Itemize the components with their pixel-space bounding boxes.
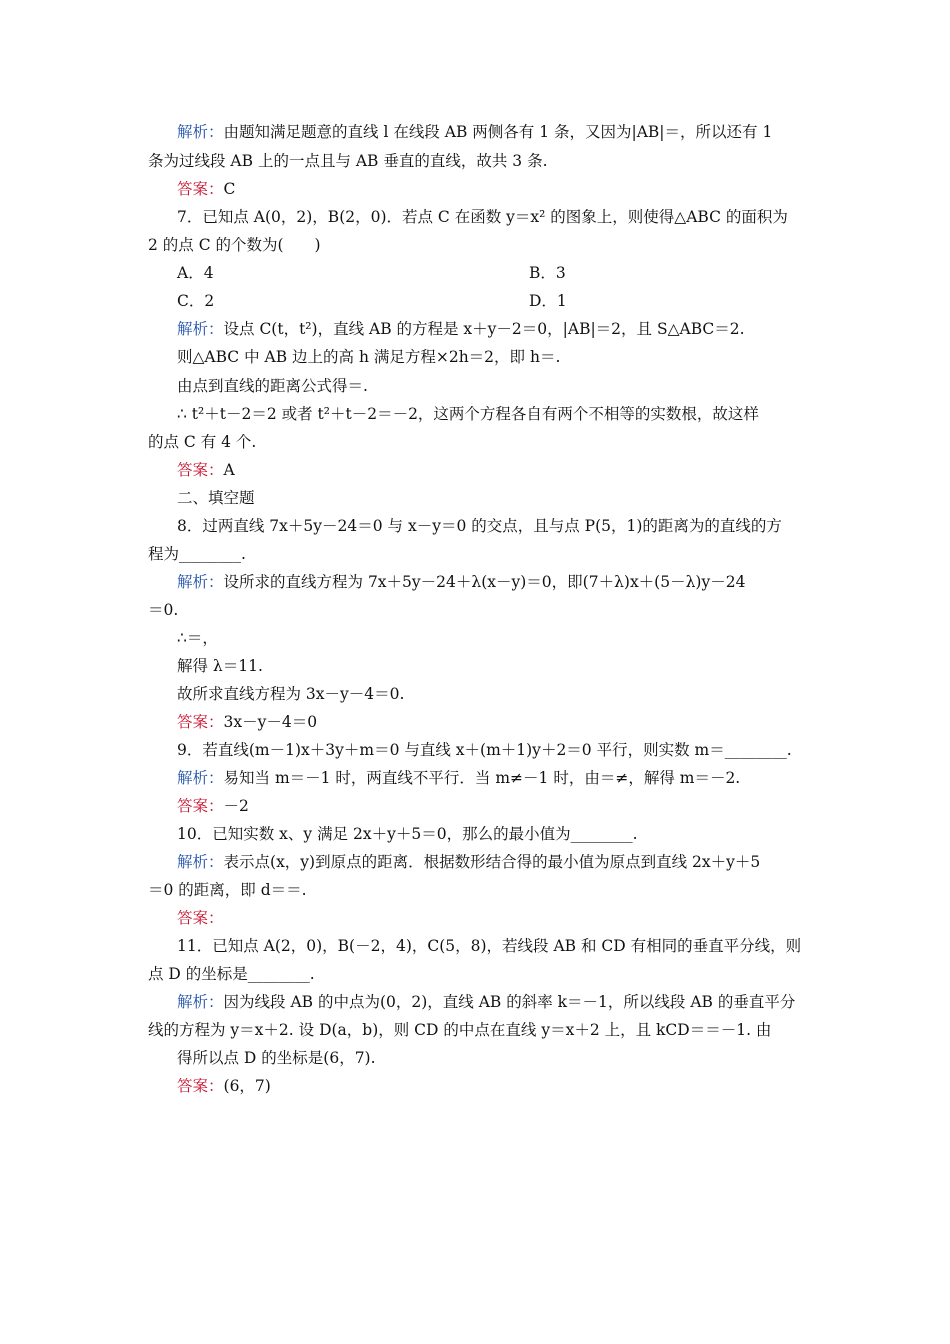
line-text: 表示点(x，y)到原点的距离．根据数形结合得的最小值为原点到直线 2x＋y＋5 [223, 853, 761, 871]
answer-label: 答案： [177, 180, 224, 198]
analysis-label: 解析： [177, 320, 224, 338]
line-text: 8．过两直线 7x＋5y－24＝0 与 x－y＝0 的交点，且与点 P(5，1)的距离为的直线的方 [177, 517, 782, 535]
choice-option: A．4 [177, 264, 214, 282]
line-text: 7．已知点 A(0，2)，B(2，0)．若点 C 在函数 y＝x² 的图象上，则使得△ABC 的面积为 [177, 208, 788, 226]
text-line [177, 319, 837, 339]
line-text: 解得 λ＝11. [177, 657, 263, 675]
line-text: C [223, 180, 236, 198]
line-text: 由点到直线的距离公式得＝. [177, 377, 368, 395]
line-text: ∴ t²＋t－2＝2 或者 t²＋t－2＝－2，这两个方程各自有两个不相等的实数根，故这样 [177, 405, 759, 423]
line-text: 9．若直线(m－1)x＋3y＋m＝0 与直线 x＋(m＋1)y＋2＝0 平行，则实数 m＝________. [177, 741, 792, 759]
line-text: 的点 C 有 4 个. [148, 433, 257, 451]
line-text: 线的方程为 y＝x＋2. 设 D(a，b)，则 CD 的中点在直线 y＝x＋2 上，且 kCD＝＝－1. 由 [148, 1021, 772, 1039]
line-text: 2 的点 C 的个数为( ) [148, 236, 321, 254]
line-text: 二、填空题 [177, 489, 255, 507]
text-line [177, 179, 837, 199]
line-text: ∴＝， [177, 629, 218, 647]
answer-label: 答案： [177, 1077, 224, 1095]
text-line [177, 488, 837, 508]
text-line [177, 684, 837, 704]
text-line [177, 460, 837, 480]
line-text: 设点 C(t，t²)，直线 AB 的方程是 x＋y－2＝0，|AB|＝2，且 S△ABC＝2. [223, 320, 745, 338]
text-line [148, 600, 808, 620]
analysis-label: 解析： [177, 123, 224, 141]
choice-option: C．2 [177, 292, 215, 310]
line-text: 点 D 的坐标是________. [148, 965, 315, 983]
text-line [177, 656, 837, 676]
analysis-label: 解析： [177, 573, 224, 591]
text-line [177, 207, 837, 227]
text-line [177, 122, 837, 142]
line-text: 因为线段 AB 的中点为(0，2)，直线 AB 的斜率 k＝－1，所以线段 AB 的垂直平分 [223, 993, 796, 1011]
choice-option: D．1 [529, 292, 567, 310]
line-text: 程为________. [148, 545, 246, 563]
answer-label: 答案： [177, 713, 224, 731]
text-line [177, 376, 837, 396]
text-line [177, 908, 837, 928]
text-line [148, 235, 808, 255]
text-line [177, 404, 837, 424]
line-text: (6，7) [223, 1077, 271, 1095]
text-line [148, 432, 808, 452]
text-line [177, 712, 837, 732]
line-text: 故所求直线方程为 3x－y－4＝0. [177, 685, 405, 703]
line-text: ＝0. [148, 601, 179, 619]
line-text: 由题知满足题意的直线 l 在线段 AB 两侧各有 1 条，又因为|AB|＝，所以还有 1 [223, 123, 773, 141]
text-line [177, 992, 837, 1012]
line-text: ＝0 的距离，即 d＝＝. [148, 881, 307, 899]
answer-label: 答案： [177, 797, 224, 815]
text-line [177, 796, 837, 816]
analysis-label: 解析： [177, 853, 224, 871]
analysis-label: 解析： [177, 769, 224, 787]
line-text: A [223, 461, 235, 479]
text-line [177, 936, 837, 956]
text-line [177, 516, 837, 536]
text-line [177, 740, 837, 760]
line-text: 10．已知实数 x、y 满足 2x＋y＋5＝0，那么的最小值为________. [177, 825, 638, 843]
line-text: －2 [223, 797, 249, 815]
text-line [177, 1076, 837, 1096]
text-line [148, 964, 808, 984]
line-text: 3x－y－4＝0 [223, 713, 318, 731]
text-line [177, 768, 837, 788]
text-line [148, 1020, 808, 1040]
text-line [177, 1048, 837, 1068]
text-line [148, 151, 808, 171]
text-line [177, 824, 837, 844]
line-text: 条为过线段 AB 上的一点且与 AB 垂直的直线，故共 3 条. [148, 152, 548, 170]
line-text: 得所以点 D 的坐标是(6，7). [177, 1049, 376, 1067]
answer-label: 答案： [177, 909, 224, 927]
analysis-label: 解析： [177, 993, 224, 1011]
line-text: 设所求的直线方程为 7x＋5y－24＋λ(x－y)＝0，即(7＋λ)x＋(5－λ)y－24 [223, 573, 746, 591]
answer-label: 答案： [177, 461, 224, 479]
text-line [177, 347, 837, 367]
line-text: 则△ABC 中 AB 边上的高 h 满足方程×2h＝2，即 h＝. [177, 348, 561, 366]
text-line [177, 852, 837, 872]
text-line [177, 572, 837, 592]
text-line [177, 628, 837, 648]
text-line [148, 544, 808, 564]
choice-option: B．3 [529, 264, 566, 282]
line-text: 11．已知点 A(2，0)，B(－2，4)，C(5，8)，若线段 AB 和 CD 有相同的垂直平分线，则 [177, 937, 802, 955]
line-text: 易知当 m＝－1 时，两直线不平行．当 m≠－1 时，由＝≠，解得 m＝－2. [223, 769, 741, 787]
text-line [148, 880, 808, 900]
